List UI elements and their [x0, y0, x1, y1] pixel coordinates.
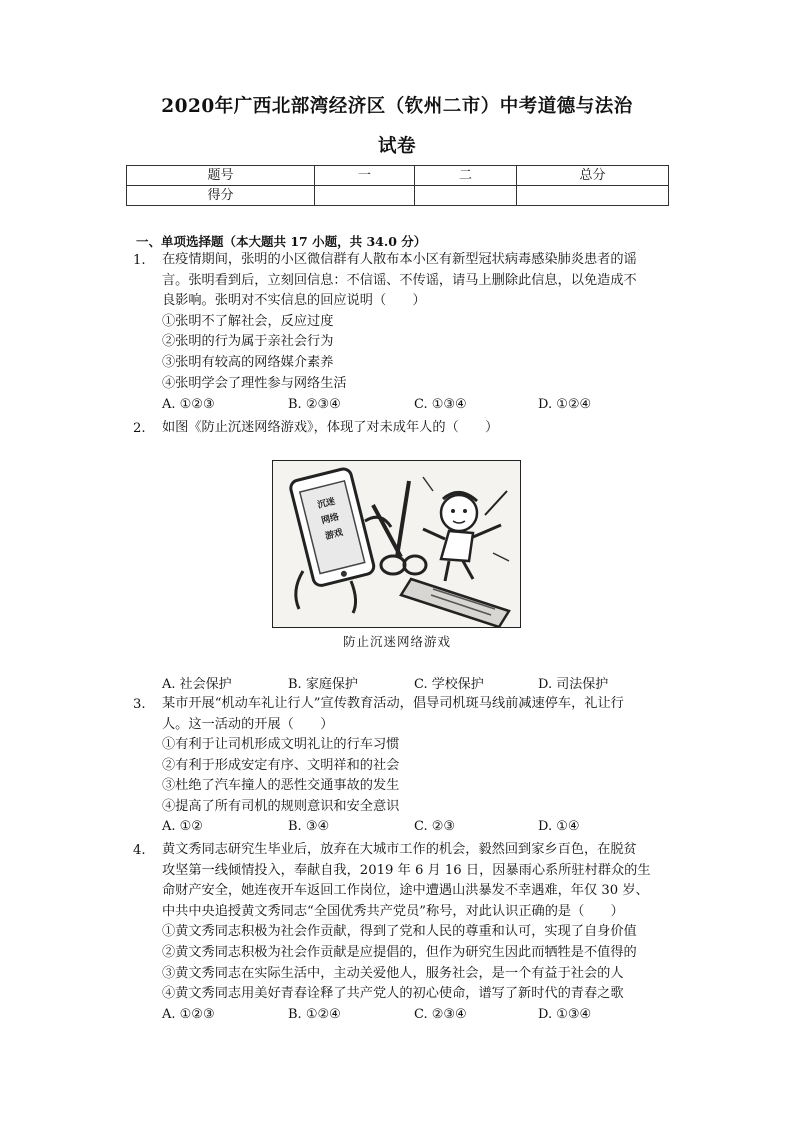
- score-cell: [315, 186, 415, 206]
- option-a[interactable]: A. ①②③: [162, 397, 215, 412]
- question-stem: [162, 250, 662, 394]
- answer-options: [162, 1007, 662, 1027]
- svg-text:网络: 网络: [320, 512, 341, 527]
- question-number: 4.: [133, 843, 146, 858]
- answer-options: [162, 819, 662, 839]
- option-d[interactable]: D. 司法保护: [538, 677, 609, 692]
- statement-item: ①黄文秀同志积极为社会作贡献，得到了党和人民的尊重和认可，实现了自身价值: [162, 924, 637, 940]
- statement-item: ③张明有较高的网络媒介素养: [162, 354, 334, 370]
- option-a[interactable]: A. ①②: [162, 819, 203, 834]
- answer-options: [162, 397, 662, 417]
- option-b[interactable]: B. ③④: [288, 819, 330, 834]
- section-heading: 一、单项选择题（本大题共 17 小题，共 34.0 分）: [136, 234, 427, 249]
- stem-line: 命财产安全，她连夜开车返回工作岗位，途中遭遇山洪暴发不幸遇难，年仅 30 岁、: [162, 883, 649, 899]
- stem-line: 某市开展“机动车礼让行人”宣传教育活动，倡导司机斑马线前减速停车，礼让行: [162, 696, 624, 711]
- option-b[interactable]: B. 家庭保护: [288, 677, 358, 692]
- option-c[interactable]: C. ①③④: [414, 397, 467, 412]
- statement-item: ④提高了所有司机的规则意识和安全意识: [162, 798, 400, 814]
- cartoon-illustration: [273, 461, 520, 627]
- stem-line: 如图《防止沉迷网络游戏》，体现了对未成年人的（ ）: [162, 420, 499, 435]
- cartoon-figure: [272, 460, 521, 628]
- option-b[interactable]: B. ②③④: [288, 397, 341, 412]
- score-table-header-cell: 一: [315, 166, 415, 186]
- option-c[interactable]: C. ②③: [414, 819, 456, 834]
- stem-line: 言。张明看到后，立刻回信息：不信谣、不传谣，请马上删除此信息，以免造成不: [162, 272, 637, 288]
- stem-line: 黄文秀同志研究生毕业后，放弃在大城市工作的机会，毅然回到家乡百色，在脱贫: [162, 842, 637, 857]
- option-d[interactable]: D. ①③④: [538, 1007, 592, 1022]
- exam-title-line2: 试卷: [377, 136, 416, 157]
- statement-item: ②有利于形成安定有序、文明祥和的社会: [162, 757, 400, 773]
- score-cell: [415, 186, 517, 206]
- score-table-score-row: [127, 186, 669, 206]
- statement-item: ③杜绝了汽车撞人的恶性交通事故的发生: [162, 778, 400, 794]
- question-number: 2.: [133, 421, 146, 436]
- stem-line: 人。这一活动的开展（ ）: [162, 716, 334, 732]
- stem-line: 中共中央追授黄文秀同志“全国优秀共产党员”称号，对此认识正确的是（ ）: [162, 903, 624, 919]
- statement-item: ①张明不了解社会，反应过度: [162, 313, 334, 329]
- option-a[interactable]: A. 社会保护: [162, 677, 232, 692]
- option-b[interactable]: B. ①②④: [288, 1007, 341, 1022]
- stem-line: 攻坚第一线倾情投入，奉献自我，2019 年 6 月 16 日，因暴雨心系所驻村群众的生: [162, 862, 651, 878]
- answer-options: [162, 673, 662, 693]
- score-table-header-cell: 二: [415, 166, 517, 186]
- question-stem: [162, 694, 662, 818]
- stem-line: 在疫情期间，张明的小区微信群有人散布本小区有新型冠状病毒感染肺炎患者的谣: [162, 252, 637, 267]
- svg-text:游戏: 游戏: [324, 527, 345, 543]
- figure-caption: 防止沉迷网络游戏: [342, 634, 451, 649]
- statement-item: ④黄文秀同志用美好青春诠释了共产党人的初心使命，谱写了新时代的青春之歌: [162, 986, 624, 1002]
- option-a[interactable]: A. ①②③: [162, 1007, 215, 1022]
- score-row-label: 得分: [127, 186, 315, 206]
- option-d[interactable]: D. ①②④: [538, 397, 592, 412]
- option-c[interactable]: C. 学校保护: [414, 677, 484, 692]
- option-c[interactable]: C. ②③④: [414, 1007, 467, 1022]
- statement-item: ②黄文秀同志积极为社会作贡献是应提倡的，但作为研究生因此而牺牲是不值得的: [162, 944, 637, 960]
- question-stem: [162, 840, 662, 1005]
- option-d[interactable]: D. ①④: [538, 819, 580, 834]
- stem-line: 良影响。张明对不实信息的回应说明（ ）: [162, 293, 426, 309]
- exam-title-line1: 2020年广西北部湾经济区（钦州二市）中考道德与法治: [161, 96, 633, 117]
- statement-item: ①有利于让司机形成文明礼让的行车习惯: [162, 737, 400, 753]
- score-cell: [517, 186, 669, 206]
- score-table-header-row: [127, 166, 669, 186]
- question-number: 1.: [133, 253, 146, 268]
- statement-item: ②张明的行为属于亲社会行为: [162, 334, 334, 350]
- score-table-header-cell: 题号: [127, 166, 315, 186]
- question-stem: [162, 418, 662, 439]
- statement-item: ③黄文秀同志在实际生活中，主动关爱他人，服务社会，是一个有益于社会的人: [162, 965, 624, 981]
- score-table: [126, 165, 669, 206]
- score-table-header-cell: 总分: [517, 166, 669, 186]
- question-number: 3.: [133, 697, 146, 712]
- statement-item: ④张明学会了理性参与网络生活: [162, 375, 347, 391]
- svg-text:沉迷: 沉迷: [316, 496, 337, 511]
